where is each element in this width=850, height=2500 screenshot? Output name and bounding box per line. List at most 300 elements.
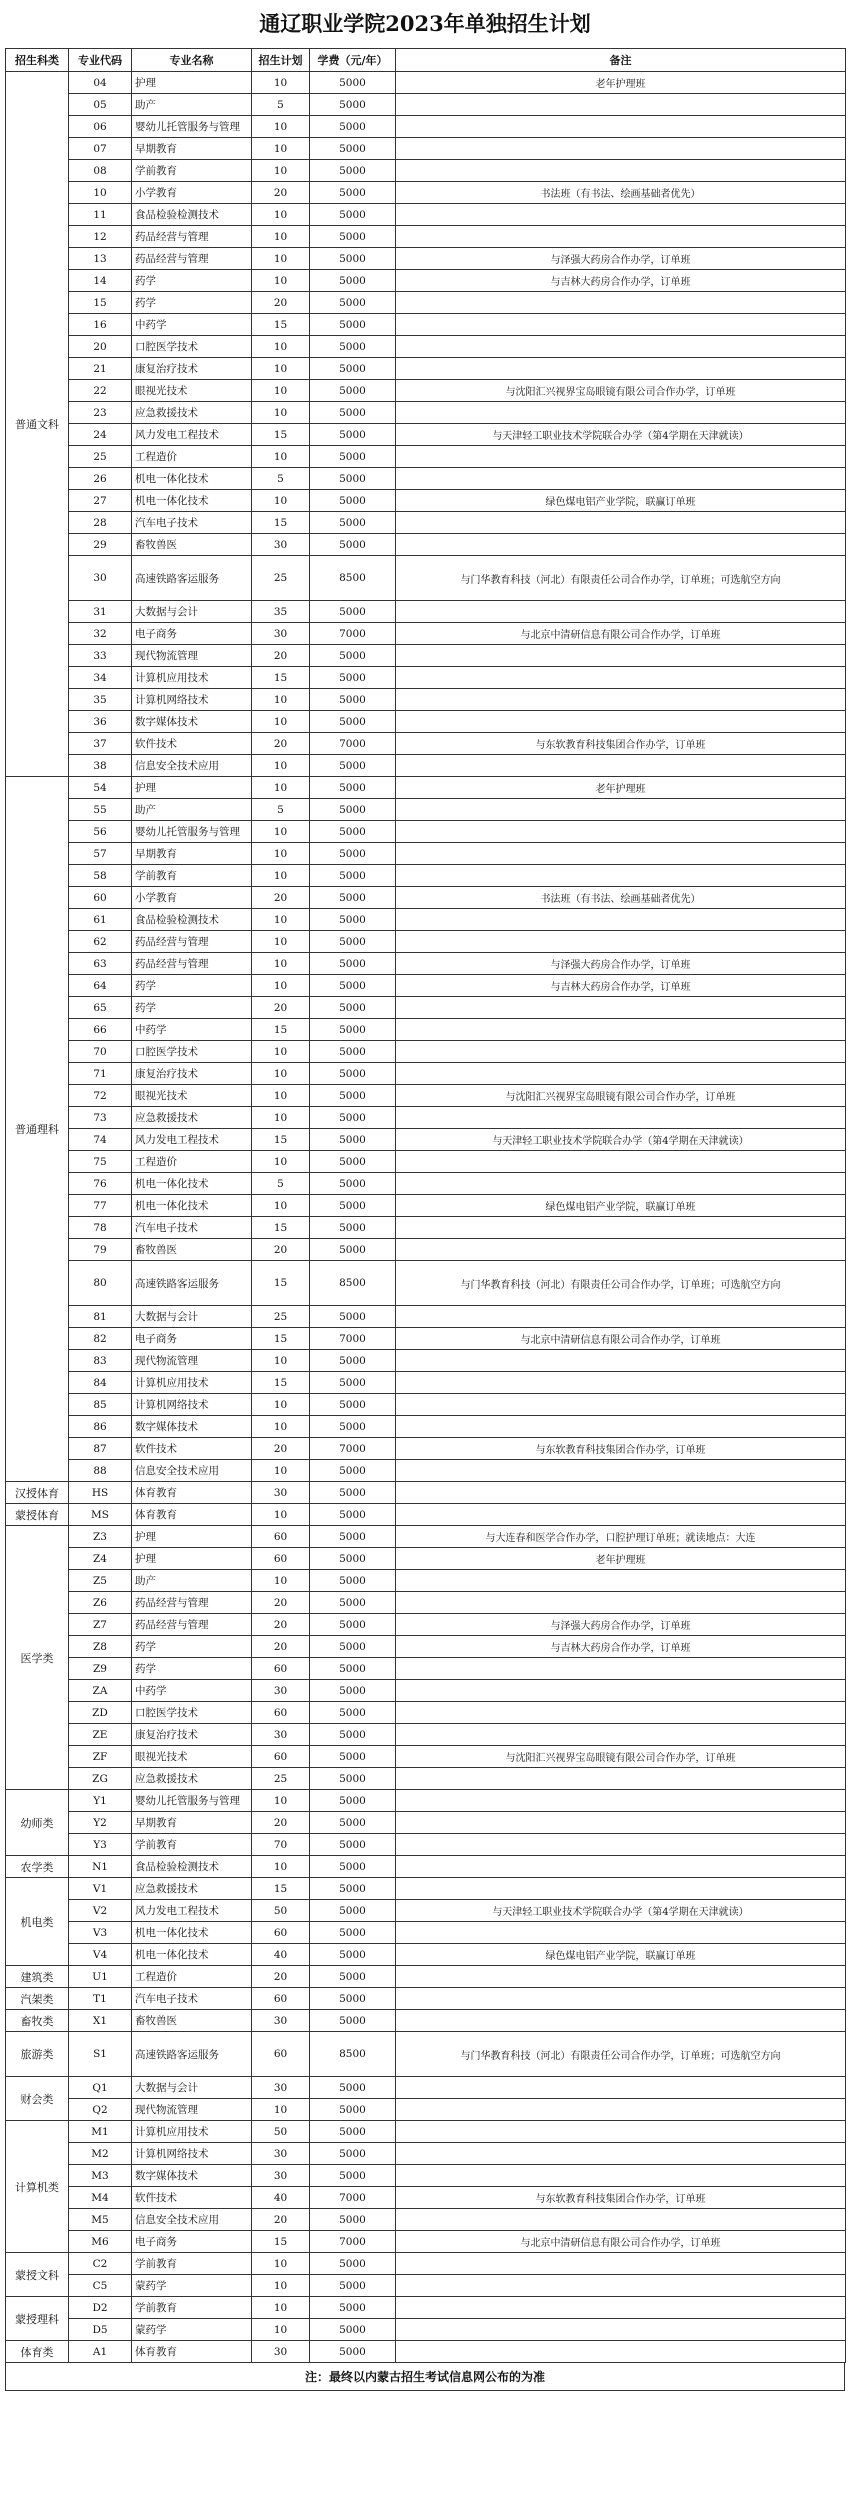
note-cell: 与天津轻工职业技术学院联合办学（第4学期在天津就读） — [396, 424, 846, 446]
major-code-cell: 33 — [69, 645, 132, 667]
note-cell — [396, 2099, 846, 2121]
note-cell — [396, 1394, 846, 1416]
major-name-cell: 机电一体化技术 — [132, 490, 252, 512]
major-code-cell: 12 — [69, 226, 132, 248]
plan-count-cell: 10 — [252, 689, 310, 711]
major-code-cell: Z6 — [69, 1592, 132, 1614]
major-code-cell: 73 — [69, 1107, 132, 1129]
major-name-cell: 计算机网络技术 — [132, 1394, 252, 1416]
tuition-cell: 5000 — [310, 358, 396, 380]
note-cell — [396, 1922, 846, 1944]
note-cell — [396, 1041, 846, 1063]
tuition-cell: 5000 — [310, 1966, 396, 1988]
table-row — [6, 1460, 846, 1482]
plan-count-cell: 15 — [252, 1878, 310, 1900]
table-row — [6, 645, 846, 667]
note-cell — [396, 1856, 846, 1878]
category-cell: 蒙授文科 — [6, 2253, 69, 2297]
major-code-cell: Q2 — [69, 2099, 132, 2121]
major-name-cell: 大数据与会计 — [132, 2077, 252, 2099]
major-code-cell: Q1 — [69, 2077, 132, 2099]
note-cell — [396, 160, 846, 182]
major-name-cell: 药品经营与管理 — [132, 1614, 252, 1636]
tuition-cell: 5000 — [310, 1151, 396, 1173]
tuition-cell: 5000 — [310, 1636, 396, 1658]
note-cell: 与吉林大药房合作办学，订单班 — [396, 1636, 846, 1658]
note-cell — [396, 2143, 846, 2165]
major-name-cell: 电子商务 — [132, 1328, 252, 1350]
major-name-cell: 学前教育 — [132, 2253, 252, 2275]
table-row — [6, 292, 846, 314]
table-row — [6, 402, 846, 424]
plan-count-cell: 5 — [252, 1173, 310, 1195]
tuition-cell: 5000 — [310, 270, 396, 292]
note-cell — [396, 1790, 846, 1812]
plan-count-cell: 10 — [252, 336, 310, 358]
tuition-cell: 5000 — [310, 182, 396, 204]
category-cell: 汽架类 — [6, 1988, 69, 2010]
major-code-cell: 37 — [69, 733, 132, 755]
table-row — [6, 689, 846, 711]
table-row — [6, 711, 846, 733]
tuition-cell: 5000 — [310, 2319, 396, 2341]
note-cell: 与吉林大药房合作办学，订单班 — [396, 975, 846, 997]
tuition-cell: 5000 — [310, 755, 396, 777]
plan-count-cell: 15 — [252, 1217, 310, 1239]
plan-count-cell: 10 — [252, 755, 310, 777]
table-row — [6, 2077, 846, 2099]
tuition-cell: 5000 — [310, 1680, 396, 1702]
plan-count-cell: 15 — [252, 1129, 310, 1151]
major-name-cell: 大数据与会计 — [132, 601, 252, 623]
plan-count-cell: 60 — [252, 1658, 310, 1680]
note-cell — [396, 2209, 846, 2231]
table-row — [6, 755, 846, 777]
plan-count-cell: 10 — [252, 909, 310, 931]
major-code-cell: 81 — [69, 1306, 132, 1328]
table-body — [6, 72, 846, 2363]
major-code-cell: MS — [69, 1504, 132, 1526]
major-name-cell: 应急救援技术 — [132, 402, 252, 424]
note-cell — [396, 865, 846, 887]
table-row — [6, 623, 846, 645]
tuition-cell: 5000 — [310, 490, 396, 512]
note-cell — [396, 1504, 846, 1526]
table-row — [6, 314, 846, 336]
plan-count-cell: 10 — [252, 975, 310, 997]
major-code-cell: 23 — [69, 402, 132, 424]
table-row — [6, 1504, 846, 1526]
major-code-cell: 15 — [69, 292, 132, 314]
table-row — [6, 843, 846, 865]
major-code-cell: V3 — [69, 1922, 132, 1944]
note-cell — [396, 1372, 846, 1394]
note-cell — [396, 1482, 846, 1504]
note-cell — [396, 2275, 846, 2297]
table-row — [6, 865, 846, 887]
plan-count-cell: 20 — [252, 292, 310, 314]
major-code-cell: 27 — [69, 490, 132, 512]
note-cell: 与大连春和医学合作办学，口腔护理订单班；就读地点：大连 — [396, 1526, 846, 1548]
major-name-cell: 高速铁路客运服务 — [132, 556, 252, 601]
enrollment-plan-table — [5, 48, 846, 2363]
note-cell — [396, 1350, 846, 1372]
plan-count-cell: 10 — [252, 1856, 310, 1878]
note-cell — [396, 1768, 846, 1790]
note-cell — [396, 755, 846, 777]
tuition-cell: 5000 — [310, 1217, 396, 1239]
note-cell — [396, 1460, 846, 1482]
table-row — [6, 116, 846, 138]
plan-count-cell: 10 — [252, 953, 310, 975]
tuition-cell: 5000 — [310, 887, 396, 909]
table-row — [6, 1085, 846, 1107]
tuition-cell: 5000 — [310, 2253, 396, 2275]
major-name-cell: 风力发电工程技术 — [132, 1900, 252, 1922]
note-cell — [396, 2121, 846, 2143]
plan-count-cell: 40 — [252, 2187, 310, 2209]
major-code-cell: V1 — [69, 1878, 132, 1900]
major-code-cell: Z7 — [69, 1614, 132, 1636]
plan-count-cell: 60 — [252, 1988, 310, 2010]
major-name-cell: 眼视光技术 — [132, 1746, 252, 1768]
note-cell — [396, 1724, 846, 1746]
plan-count-cell: 10 — [252, 1085, 310, 1107]
plan-count-cell: 10 — [252, 2297, 310, 2319]
plan-count-cell: 15 — [252, 1019, 310, 1041]
major-code-cell: 75 — [69, 1151, 132, 1173]
plan-count-cell: 10 — [252, 116, 310, 138]
major-code-cell: 84 — [69, 1372, 132, 1394]
plan-count-cell: 10 — [252, 1416, 310, 1438]
table-row — [6, 1966, 846, 1988]
major-name-cell: 药品经营与管理 — [132, 931, 252, 953]
major-code-cell: Z4 — [69, 1548, 132, 1570]
plan-count-cell: 30 — [252, 2341, 310, 2363]
tuition-cell: 5000 — [310, 2275, 396, 2297]
page-title: 通辽职业学院2023年单独招生计划 — [259, 11, 591, 36]
tuition-cell: 5000 — [310, 689, 396, 711]
major-code-cell: ZE — [69, 1724, 132, 1746]
table-row — [6, 1482, 846, 1504]
table-row — [6, 512, 846, 534]
major-name-cell: 电子商务 — [132, 623, 252, 645]
major-code-cell: ZD — [69, 1702, 132, 1724]
tuition-cell: 5000 — [310, 204, 396, 226]
note-cell — [396, 1878, 846, 1900]
note-cell: 书法班（有书法、绘画基础者优先） — [396, 182, 846, 204]
major-code-cell: 34 — [69, 667, 132, 689]
major-name-cell: 风力发电工程技术 — [132, 1129, 252, 1151]
plan-count-cell: 10 — [252, 1350, 310, 1372]
table-row — [6, 931, 846, 953]
note-cell: 老年护理班 — [396, 72, 846, 94]
plan-count-cell: 10 — [252, 1570, 310, 1592]
major-code-cell: 22 — [69, 380, 132, 402]
tuition-cell: 5000 — [310, 1394, 396, 1416]
note-cell — [396, 94, 846, 116]
note-cell — [396, 2010, 846, 2032]
table-row — [6, 2319, 846, 2341]
note-cell: 与北京中清研信息有限公司合作办学，订单班 — [396, 1328, 846, 1350]
plan-count-cell: 10 — [252, 270, 310, 292]
major-name-cell: 学前教育 — [132, 160, 252, 182]
note-cell — [396, 534, 846, 556]
major-code-cell: 66 — [69, 1019, 132, 1041]
tuition-cell: 5000 — [310, 1790, 396, 1812]
tuition-cell: 5000 — [310, 1173, 396, 1195]
table-row — [6, 556, 846, 601]
tuition-cell: 5000 — [310, 94, 396, 116]
tuition-cell: 5000 — [310, 1900, 396, 1922]
table-row — [6, 1702, 846, 1724]
category-cell: 旅游类 — [6, 2032, 69, 2077]
tuition-cell: 5000 — [310, 667, 396, 689]
tuition-cell: 5000 — [310, 997, 396, 1019]
major-name-cell: 药学 — [132, 997, 252, 1019]
plan-count-cell: 50 — [252, 2121, 310, 2143]
table-row — [6, 733, 846, 755]
plan-count-cell: 10 — [252, 1151, 310, 1173]
major-code-cell: ZF — [69, 1746, 132, 1768]
major-name-cell: 早期教育 — [132, 138, 252, 160]
table-row — [6, 1350, 846, 1372]
tuition-cell: 5000 — [310, 248, 396, 270]
major-name-cell: 食品检验检测技术 — [132, 909, 252, 931]
table-row — [6, 777, 846, 799]
major-code-cell: 78 — [69, 1217, 132, 1239]
header-fee: 学费（元/年） — [310, 49, 396, 72]
tuition-cell: 5000 — [310, 777, 396, 799]
major-name-cell: 食品检验检测技术 — [132, 1856, 252, 1878]
plan-count-cell: 30 — [252, 2010, 310, 2032]
major-name-cell: 电子商务 — [132, 2231, 252, 2253]
header-note: 备注 — [396, 49, 846, 72]
major-code-cell: 28 — [69, 512, 132, 534]
note-cell — [396, 2165, 846, 2187]
major-code-cell: Z9 — [69, 1658, 132, 1680]
table-row — [6, 1306, 846, 1328]
plan-count-cell: 30 — [252, 623, 310, 645]
table-row — [6, 1526, 846, 1548]
major-code-cell: 74 — [69, 1129, 132, 1151]
table-row — [6, 94, 846, 116]
major-name-cell: 信息安全技术应用 — [132, 1460, 252, 1482]
tuition-cell: 5000 — [310, 1372, 396, 1394]
major-code-cell: 58 — [69, 865, 132, 887]
tuition-cell: 5000 — [310, 468, 396, 490]
major-name-cell: 眼视光技术 — [132, 380, 252, 402]
major-code-cell: Z8 — [69, 1636, 132, 1658]
major-name-cell: 康复治疗技术 — [132, 358, 252, 380]
major-name-cell: 婴幼儿托管服务与管理 — [132, 116, 252, 138]
tuition-cell: 5000 — [310, 138, 396, 160]
major-name-cell: 助产 — [132, 1570, 252, 1592]
plan-count-cell: 15 — [252, 424, 310, 446]
note-cell: 与北京中清研信息有限公司合作办学，订单班 — [396, 623, 846, 645]
table-row — [6, 1438, 846, 1460]
major-name-cell: 早期教育 — [132, 1812, 252, 1834]
plan-count-cell: 60 — [252, 2032, 310, 2077]
plan-count-cell: 30 — [252, 2143, 310, 2165]
plan-count-cell: 20 — [252, 733, 310, 755]
tuition-cell: 5000 — [310, 314, 396, 336]
plan-count-cell: 10 — [252, 1790, 310, 1812]
major-name-cell: 信息安全技术应用 — [132, 2209, 252, 2231]
note-cell — [396, 997, 846, 1019]
tuition-cell: 5000 — [310, 843, 396, 865]
major-code-cell: 11 — [69, 204, 132, 226]
major-name-cell: 小学教育 — [132, 182, 252, 204]
major-name-cell: 药品经营与管理 — [132, 248, 252, 270]
tuition-cell: 5000 — [310, 1570, 396, 1592]
tuition-cell: 5000 — [310, 1548, 396, 1570]
major-name-cell: 畜牧兽医 — [132, 1239, 252, 1261]
tuition-cell: 5000 — [310, 645, 396, 667]
table-row — [6, 1834, 846, 1856]
major-code-cell: V4 — [69, 1944, 132, 1966]
major-code-cell: 05 — [69, 94, 132, 116]
table-row — [6, 1768, 846, 1790]
category-cell: 汉授体育 — [6, 1482, 69, 1504]
header-plan: 招生计划 — [252, 49, 310, 72]
category-cell: 计算机类 — [6, 2121, 69, 2253]
major-name-cell: 数字媒体技术 — [132, 2165, 252, 2187]
tuition-cell: 5000 — [310, 116, 396, 138]
major-code-cell: 10 — [69, 182, 132, 204]
major-name-cell: 药学 — [132, 270, 252, 292]
note-cell — [396, 2341, 846, 2363]
major-name-cell: 药品经营与管理 — [132, 953, 252, 975]
tuition-cell: 5000 — [310, 2143, 396, 2165]
table-row — [6, 1239, 846, 1261]
plan-count-cell: 30 — [252, 2165, 310, 2187]
note-cell: 与沈阳汇兴视界宝岛眼镜有限公司合作办学，订单班 — [396, 380, 846, 402]
major-name-cell: 大数据与会计 — [132, 1306, 252, 1328]
note-cell — [396, 446, 846, 468]
tuition-cell: 7000 — [310, 733, 396, 755]
plan-count-cell: 10 — [252, 1504, 310, 1526]
tuition-cell: 5000 — [310, 601, 396, 623]
major-code-cell: Y2 — [69, 1812, 132, 1834]
note-cell — [396, 799, 846, 821]
plan-count-cell: 15 — [252, 667, 310, 689]
plan-count-cell: 15 — [252, 1372, 310, 1394]
table-row — [6, 248, 846, 270]
plan-count-cell: 25 — [252, 1306, 310, 1328]
note-cell — [396, 601, 846, 623]
note-cell — [396, 1217, 846, 1239]
plan-count-cell: 10 — [252, 248, 310, 270]
major-code-cell: 16 — [69, 314, 132, 336]
major-code-cell: X1 — [69, 2010, 132, 2032]
note-cell: 与东软教育科技集团合作办学，订单班 — [396, 2187, 846, 2209]
table-row — [6, 799, 846, 821]
major-code-cell: 26 — [69, 468, 132, 490]
table-row — [6, 1724, 846, 1746]
plan-count-cell: 60 — [252, 1548, 310, 1570]
category-cell: 医学类 — [6, 1526, 69, 1790]
major-code-cell: S1 — [69, 2032, 132, 2077]
note-cell — [396, 1658, 846, 1680]
note-cell — [396, 821, 846, 843]
major-code-cell: 35 — [69, 689, 132, 711]
major-name-cell: 药学 — [132, 292, 252, 314]
tuition-cell: 5000 — [310, 1746, 396, 1768]
table-row — [6, 1570, 846, 1592]
footer-note: 注：最终以内蒙古招生考试信息网公布的为准 — [5, 2363, 845, 2391]
major-name-cell: 体育教育 — [132, 1504, 252, 1526]
major-code-cell: 80 — [69, 1261, 132, 1306]
tuition-cell: 5000 — [310, 799, 396, 821]
major-name-cell: 汽车电子技术 — [132, 512, 252, 534]
major-code-cell: 07 — [69, 138, 132, 160]
major-name-cell: 学前教育 — [132, 2297, 252, 2319]
major-name-cell: 口腔医学技术 — [132, 1702, 252, 1724]
plan-count-cell: 20 — [252, 182, 310, 204]
note-cell: 与门华教育科技（河北）有限责任公司合作办学，订单班；可选航空方向 — [396, 556, 846, 601]
plan-count-cell: 60 — [252, 1526, 310, 1548]
plan-count-cell: 20 — [252, 645, 310, 667]
major-name-cell: 机电一体化技术 — [132, 1922, 252, 1944]
tuition-cell: 5000 — [310, 1526, 396, 1548]
plan-count-cell: 25 — [252, 556, 310, 601]
tuition-cell: 5000 — [310, 160, 396, 182]
major-name-cell: 婴幼儿托管服务与管理 — [132, 821, 252, 843]
major-name-cell: 应急救援技术 — [132, 1107, 252, 1129]
major-code-cell: N1 — [69, 1856, 132, 1878]
tuition-cell: 5000 — [310, 1922, 396, 1944]
major-name-cell: 计算机网络技术 — [132, 689, 252, 711]
plan-count-cell: 30 — [252, 1680, 310, 1702]
plan-count-cell: 20 — [252, 887, 310, 909]
tuition-cell: 5000 — [310, 402, 396, 424]
table-row — [6, 1151, 846, 1173]
major-name-cell: 口腔医学技术 — [132, 336, 252, 358]
major-code-cell: Z5 — [69, 1570, 132, 1592]
plan-count-cell: 10 — [252, 821, 310, 843]
major-name-cell: 现代物流管理 — [132, 1350, 252, 1372]
major-name-cell: 计算机网络技术 — [132, 2143, 252, 2165]
note-cell: 与北京中清研信息有限公司合作办学，订单班 — [396, 2231, 846, 2253]
major-name-cell: 小学教育 — [132, 887, 252, 909]
plan-count-cell: 15 — [252, 512, 310, 534]
major-code-cell: 20 — [69, 336, 132, 358]
note-cell — [396, 512, 846, 534]
plan-count-cell: 60 — [252, 1702, 310, 1724]
major-name-cell: 药学 — [132, 975, 252, 997]
major-name-cell: 中药学 — [132, 1680, 252, 1702]
major-name-cell: 畜牧兽医 — [132, 2010, 252, 2032]
table-row — [6, 1922, 846, 1944]
table-row — [6, 2341, 846, 2363]
major-name-cell: 体育教育 — [132, 2341, 252, 2363]
major-code-cell: 70 — [69, 1041, 132, 1063]
tuition-cell: 5000 — [310, 1063, 396, 1085]
table-row — [6, 1592, 846, 1614]
major-code-cell: 82 — [69, 1328, 132, 1350]
table-row — [6, 2187, 846, 2209]
major-name-cell: 机电一体化技术 — [132, 1944, 252, 1966]
major-name-cell: 应急救援技术 — [132, 1768, 252, 1790]
plan-count-cell: 10 — [252, 1107, 310, 1129]
table-row — [6, 667, 846, 689]
plan-count-cell: 10 — [252, 843, 310, 865]
table-row — [6, 1856, 846, 1878]
plan-count-cell: 10 — [252, 1063, 310, 1085]
tuition-cell: 5000 — [310, 2165, 396, 2187]
table-row — [6, 997, 846, 1019]
